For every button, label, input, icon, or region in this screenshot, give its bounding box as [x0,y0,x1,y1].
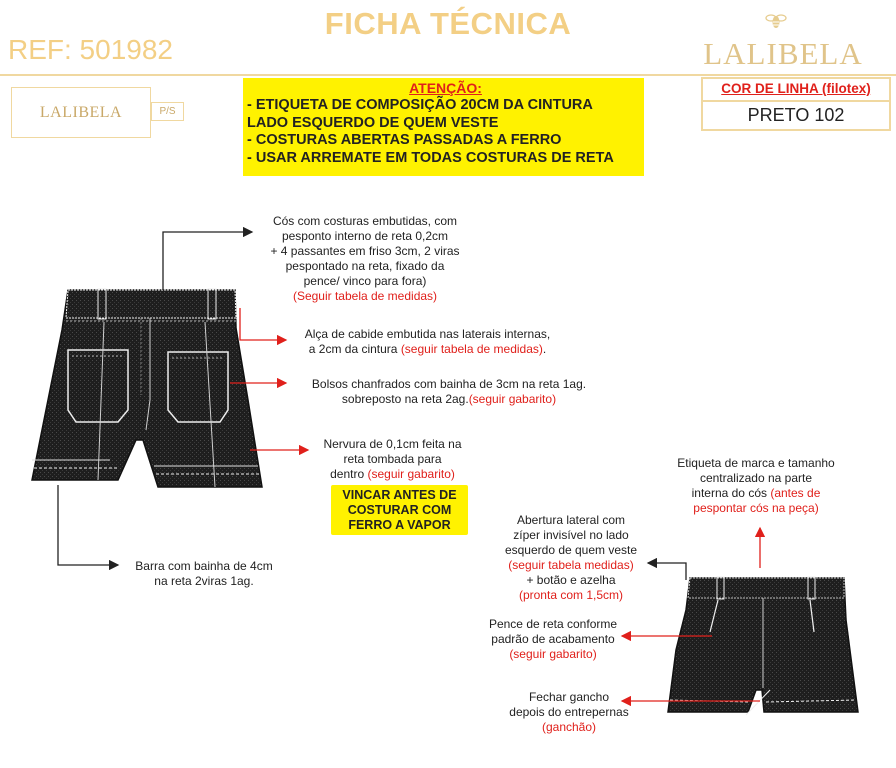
pockets-note [290,377,608,407]
rib-note [310,437,475,482]
note-line-red: (seguir gabarito) [509,647,597,661]
side-opening-note [496,513,646,603]
note-line: padrão de acabamento [491,632,615,646]
note-line: pespontado na reta, fixado da [285,259,445,273]
size-label-sample: P/S [151,102,184,121]
note-line: interna do cós [691,486,771,500]
crotch-note [494,690,644,735]
note-line: Etiqueta de marca e tamanho [677,456,835,470]
note-line: dentro [330,467,368,481]
warning-line: COSTURAR COM [347,503,452,517]
page-title: FICHA TÉCNICA [324,6,572,41]
attention-title: ATENÇÃO: [409,80,482,96]
hanger-loop-note [290,327,565,357]
note-line-red: (ganchão) [541,720,597,734]
attention-line: - USAR ARREMATE EM TODAS COSTURAS DE RETA [247,149,614,166]
waistband-arrow [163,232,252,290]
note-line: Nervura de 0,1cm feita na [323,437,462,451]
note-line: na reta 2viras 1ag. [154,574,254,588]
note-line: + botão e azelha [526,573,616,587]
note-line: pence/ vinco para fora) [303,274,427,288]
note-line: Abertura lateral com [516,513,626,527]
warning-line: VINCAR ANTES DE [342,488,457,502]
steam-press-warning [331,485,468,535]
note-line-red: (seguir tabela de medidas) [400,342,543,356]
front-shorts-drawing [32,289,262,487]
note-line: centralizado na parte [699,471,813,485]
attention-line: LADO ESQUERDO DE QUEM VESTE [247,114,499,131]
reference-code: REF: 501982 [8,34,173,65]
note-line-red: (Seguir tabela de medidas) [292,289,438,303]
note-line: + 4 passantes em friso 3cm, 2 viras [270,244,460,258]
note-line: reta tombada para [343,452,442,466]
note-line: Fechar gancho [528,690,610,704]
hem-arrow [58,485,118,565]
attention-line: - ETIQUETA DE COMPOSIÇÃO 20CM DA CINTURA [247,97,593,113]
note-line: a 2cm da cintura [308,342,401,356]
note-line: . [542,342,547,356]
warning-line: FERRO A VAPOR [348,518,451,532]
note-line: Cós com costuras embutidas, com [272,214,458,228]
note-line: sobreposto na reta 2ag. [341,392,469,406]
note-line-red: (antes de [770,486,821,500]
note-line: Barra com bainha de 4cm [135,559,273,573]
note-line-red: pespontar cós na peça) [693,501,819,515]
note-line: Alça de cabide embutida nas laterais internas, [304,327,551,341]
note-line: depois do entrepernas [509,705,629,719]
note-line: Bolsos chanfrados com bainha de 3cm na reta 1ag. [311,377,587,391]
waistband-note [250,214,480,304]
note-line: pesponto interno de reta 0,2cm [281,229,449,243]
note-line: esquerdo de quem veste [504,543,638,557]
attention-line: - COSTURAS ABERTAS PASSADAS A FERRO [247,132,562,148]
hem-note [120,559,288,589]
brand-label-note [652,456,860,516]
note-line-red: (pronta com 1,5cm) [518,588,624,602]
hanger-loop-arrow [240,308,286,340]
note-line-red: (seguir gabarito) [367,467,455,481]
thread-color-value: PRETO 102 [747,105,845,125]
side-opening-arrow [648,563,686,580]
back-shorts-drawing [668,577,858,715]
note-line-red: (seguir tabela medidas) [508,558,634,572]
brand-label-sample: LALIBELA [11,87,151,138]
note-line-red: (seguir gabarito) [468,392,557,406]
brand-logo: LALIBELA [703,36,863,71]
dart-note [478,617,628,662]
thread-color-title: COR DE LINHA (filotex) [721,81,871,96]
note-line: Pence de reta conforme [488,617,618,631]
note-line: zíper invisível no lado [513,528,629,542]
